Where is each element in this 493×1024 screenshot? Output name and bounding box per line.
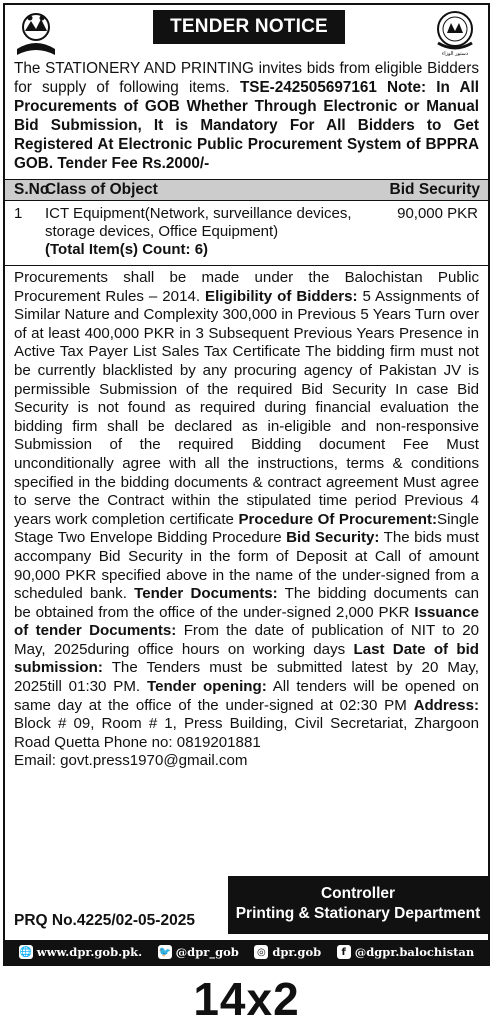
row-bid-security: 90,000 PKR: [397, 205, 478, 222]
row-sno: 1: [14, 205, 23, 222]
website-link[interactable]: [19, 945, 142, 959]
intro-text: The STATIONERY AND PRINTING invites bids from eligible Bidders for supply of following items.: [14, 60, 479, 96]
last-date-heading: Last Date of bid submission:: [14, 640, 479, 677]
tender-notice: [3, 3, 490, 966]
table-row: [5, 201, 488, 265]
header-sno: S.No: [14, 181, 50, 198]
intro-paragraph: [5, 59, 488, 173]
issuance-heading: Issuance of tender Documents:: [14, 603, 479, 640]
globe-icon: 🌐: [19, 946, 32, 958]
address-text: Block # 09, Room # 1, Press Building, Civil Secretariat, Zhargoon Road Quetta Phone no: 0819201881: [14, 715, 479, 751]
body-text: All tenders will be opened on same day at the office of the under-signed at 02:30 PM: [14, 678, 479, 714]
controller-title: Controller: [320, 885, 396, 902]
twitter-link[interactable]: [158, 945, 239, 959]
procedure-heading: Procedure Of Procurement:: [238, 510, 438, 528]
tender-documents-heading: Tender Documents:: [134, 585, 278, 603]
website-text: www.dpr.gob.pk.: [36, 945, 143, 959]
body-text: Single Stage Two Envelope Bidding Procedure: [14, 510, 479, 547]
tender-opening-heading: Tender opening:: [146, 678, 267, 696]
prq-number: PRQ No.4225/02-05-2025: [14, 912, 195, 929]
body-text: The bids must accompany Bid Security in the form of Deposit at Call of amount 90,000 PKR specified above in the name of the under-signed from a scheduled bank.: [14, 529, 479, 603]
instagram-text: dpr.gob: [272, 945, 322, 959]
row-item-count: (Total Item(s) Count: 6): [45, 241, 209, 258]
twitter-text: @dpr_gob: [175, 945, 239, 959]
ad-size-label: 14x2: [193, 973, 300, 1024]
table-header: [5, 179, 488, 201]
department-name: Printing & Stationary Department: [235, 905, 481, 922]
email-text: Email: govt.press1970@gmail.com: [14, 752, 248, 770]
government-seal-icon: [430, 9, 480, 57]
header-bid-security: Bid Security: [389, 181, 480, 198]
address-heading: Address:: [413, 696, 479, 714]
notice-header: [5, 5, 488, 59]
intro-note: TSE-242505697161 Note: In All Procurements of GOB Whether Through Electronic or Manual Bid Submission, It is Mandatory For All Bidders to Get Registered At Electronic Public Procurement System of BPPRA GOB. Tender Fee Rs.2000/-: [14, 79, 479, 172]
body-text: The bidding documents can be obtained from the office of the under-signed 2,000 PKR: [14, 585, 479, 621]
body-text: 5 Assignments of Similar Nature and Complexity 300,000 in Previous 5 Years Turn over of at least 400,000 PKR in 3 Subsequent Previous Years Presence in Active Tax Payer List Sales Tax Certificate The bidding firm must not be currently blacklisted by any procuring agency of Pakistan JV is permissible Submission of the required Bid Security In case Bid Security is not found as required during financial evaluation the bidding firm shall be declared as in-eligible and non-responsive Submission of the required Bidding document Fee Must unconditionally agree with all the instructions, terms & conditions specified in the bidding documents & contract agreement Must agree to serve the Contract within the stipulated time period Previous 4 years work completion certificate: [14, 287, 480, 528]
department-logo-icon: [11, 9, 61, 57]
eligibility-heading: Eligibility of Bidders:: [205, 287, 358, 305]
twitter-icon: 🐦: [158, 946, 171, 958]
body-text: Procurements shall be made under the Balochistan Public Procurement Rules – 2014.: [14, 269, 479, 305]
notice-footer: [5, 876, 488, 964]
bid-security-heading: Bid Security:: [286, 529, 380, 547]
instagram-icon: ◎: [254, 945, 268, 959]
notice-body: [5, 265, 488, 845]
facebook-icon: f: [337, 945, 351, 959]
facebook-text: @dgpr.balochistan: [354, 945, 475, 959]
svg-text:دستور الوزاء: دستور الوزاء: [441, 51, 469, 57]
controller-box: [228, 876, 488, 934]
facebook-link[interactable]: [337, 945, 475, 959]
row-object-text: ICT Equipment(Network, surveillance devices, storage devices, Office Equipment): [45, 205, 352, 240]
social-bar: [5, 940, 488, 964]
body-text: From the date of publication of NIT to 20 May, 2025during office hours on working days: [14, 622, 480, 658]
body-text: The Tenders must be submitted latest by 20 May, 2025till 01:30 PM.: [14, 659, 479, 696]
header-class-of-object: Class of Object: [45, 181, 158, 198]
notice-title: TENDER NOTICE: [153, 10, 345, 44]
instagram-link[interactable]: [254, 945, 321, 959]
row-object: [45, 205, 375, 259]
